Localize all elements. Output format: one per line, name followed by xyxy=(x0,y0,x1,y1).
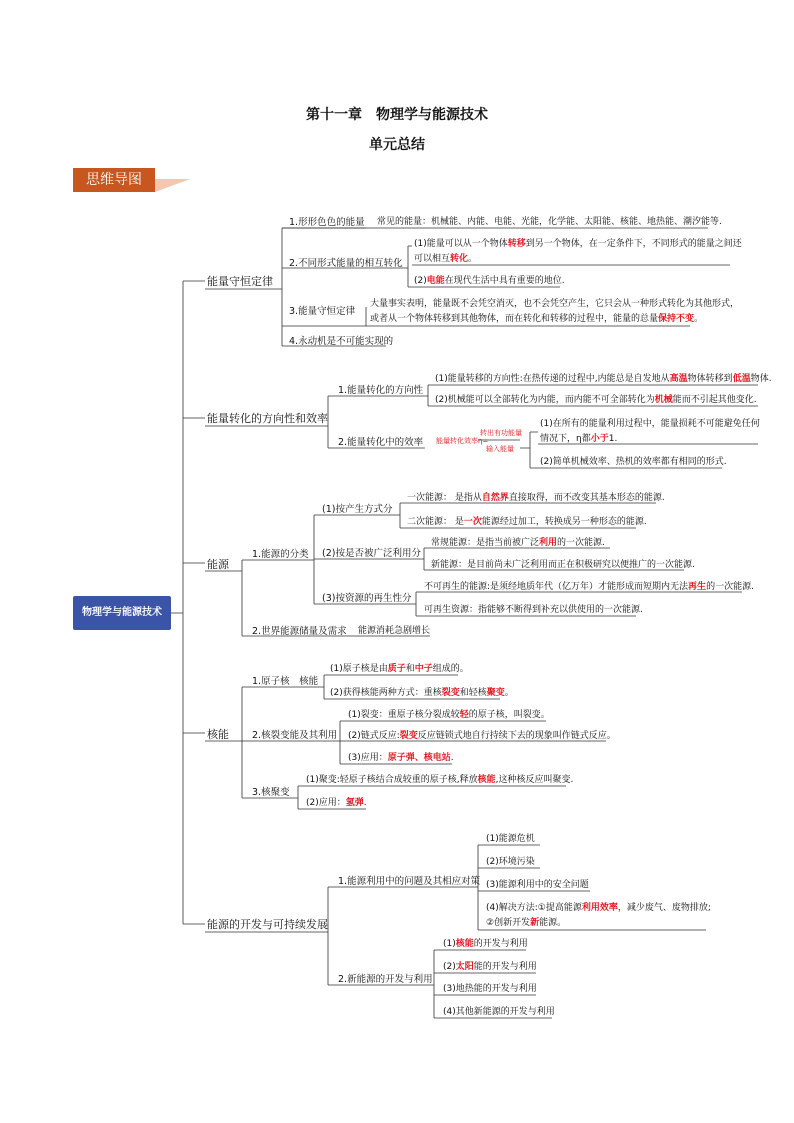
b3-g1-b: 二次能源： 是一次能源经过加工，转换成另一种形态的能源. xyxy=(407,517,647,527)
b3-s2-label: 2.世界能源储量及需求 xyxy=(252,626,347,637)
b4-s2-t2: (2)链式反应:裂变反应链锁式地自行持续下去的现象叫作链式反应。 xyxy=(348,731,616,741)
b4-s1-t2: (2)获得核能两种方式：重核裂变和轻核聚变。 xyxy=(330,688,514,698)
b5-s2-t2: (2)太阳能的开发与利用 xyxy=(443,962,537,972)
b5-s2-t3: (3)地热能的开发与利用 xyxy=(443,984,537,994)
b4-s2-label: 2.核裂变能及其利用 xyxy=(252,730,338,741)
b4-s2-t1: (1)裂变：重原子核分裂成较轻的原子核，叫裂变。 xyxy=(348,710,550,720)
b1-s3-l1: 大量事实表明，能量既不会凭空消灭，也不会凭空产生，它只会从一种形式转化为其他形式， xyxy=(370,299,740,309)
b2-s1-t1: (1)能量转移的方向性:在热传递的过程中,内能总是自发地从高温物体转移到低温物体. xyxy=(435,374,772,384)
b2-s2-t2: (2)简单机械效率、热机的效率都有相同的形式. xyxy=(540,457,727,467)
b3-g2-label: (2)按是否被广泛利用分 xyxy=(322,548,421,559)
b4-s1-label: 1.原子核 核能 xyxy=(252,676,319,687)
branch-direction-efficiency: 能量转化的方向性和效率 xyxy=(207,412,328,425)
b2-s1-label: 1.能量转化的方向性 xyxy=(338,385,424,396)
b1-s2-t1b: 可以相互转化。 xyxy=(414,254,478,264)
b3-g3-label: (3)按资源的再生性分 xyxy=(322,593,412,604)
b1-s3-label: 3.能量守恒定律 xyxy=(289,306,356,317)
b3-g1-a: 一次能源： 是指从自然界直接取得，而不改变其基本形态的能源. xyxy=(407,493,665,503)
b5-s1-t2: (2)环境污染 xyxy=(486,857,535,867)
root-node: 物理学与能源技术 xyxy=(73,596,171,630)
b4-s1-t1: (1)原子核是由质子和中子组成的。 xyxy=(330,664,469,674)
chapter-title: 第十一章 物理学与能源技术 xyxy=(306,107,488,123)
b4-s3-t2: (2)应用：氢弹. xyxy=(306,798,367,808)
b5-s1-t4: (4)解决方法:①提高能源利用效率，减少废气、废物排放; xyxy=(486,903,711,913)
b5-s2-label: 2.新能源的开发与利用 xyxy=(338,974,433,985)
b2-s2-t1b: 情况下，η都小于1. xyxy=(540,434,618,444)
b1-s2-t1: (1)能量可以从一个物体转移到另一个物体，在一定条件下，不同形式的能量之间还 xyxy=(414,239,742,249)
branch-nuclear: 核能 xyxy=(207,728,229,741)
b5-s1-label: 1.能源利用中的问题及其相应对策 xyxy=(338,876,481,887)
b4-s3-label: 3.核聚变 xyxy=(252,787,290,798)
b4-s3-t1: (1)聚变:轻原子核结合成较重的原子核,释放核能,这种核反应叫聚变. xyxy=(306,775,574,785)
b4-s2-t3: (3)应用：原子弹、核电站. xyxy=(348,753,454,763)
b3-g3-a: 不可再生的能源:是须经地质年代（亿万年）才能形成而短期内无法再生的一次能源. xyxy=(424,582,754,592)
b5-s1-t1: (1)能源危机 xyxy=(486,834,535,844)
b2-s2-label: 2.能量转化中的效率 xyxy=(338,437,424,448)
b2-s1-t2: (2)机械能可以全部转化为内能，而内能不可全部转化为机械能而不引起其他变化. xyxy=(435,395,757,405)
b3-s2-text: 能源消耗急剧增长 xyxy=(358,626,431,636)
efficiency-formula-denominator: 输入能量 xyxy=(486,445,514,453)
b1-s4-label: 4.永动机是不可能实现的 xyxy=(289,336,394,347)
b1-s1-label: 1.形形色色的能量 xyxy=(289,217,365,228)
b2-s2-t1: (1)在所有的能量利用过程中，能量损耗不可能避免任何 xyxy=(540,419,760,429)
tag-tail-shape xyxy=(155,179,190,192)
b5-s1-t3: (3)能源利用中的安全问题 xyxy=(486,880,589,890)
branch-energy-conservation: 能量守恒定律 xyxy=(207,275,273,288)
b3-s1-label: 1.能源的分类 xyxy=(252,549,309,560)
branch-energy-sources: 能源 xyxy=(207,558,229,571)
b1-s3-l2: 或者从一个物体转移到其他物体，而在转化和转移的过程中，能量的总量保持不变。 xyxy=(370,314,704,324)
b3-g2-b: 新能源：是目前尚未广泛利用而正在积极研究以便推广的一次能源. xyxy=(431,560,695,570)
b3-g3-b: 可再生资源：指能够不断得到补充以供使用的一次能源. xyxy=(424,605,643,615)
b5-s2-t1: (1)核能的开发与利用 xyxy=(443,939,528,949)
efficiency-formula-numerator: 转出有功能量 xyxy=(480,429,522,437)
b3-g1-label: (1)按产生方式分 xyxy=(322,504,393,515)
b5-s1-t4b: ②创新开发新能源。 xyxy=(486,918,567,928)
branch-sustainable-development: 能源的开发与可持续发展 xyxy=(207,918,328,931)
efficiency-formula-lhs: 能量转化效率η= xyxy=(436,437,489,445)
b1-s1-text: 常见的能量：机械能、内能、电能、光能，化学能、太阳能、核能、地热能、潮汐能等. xyxy=(377,217,722,227)
mind-map-tag: 思维导图 xyxy=(73,168,155,192)
b3-g2-a: 常规能源：是指当前被广泛利用的一次能源. xyxy=(431,538,605,548)
b5-s2-t4: (4)其他新能源的开发与利用 xyxy=(443,1007,555,1017)
page-subtitle: 单元总结 xyxy=(369,137,425,153)
b1-s2-t2: (2)电能在现代生活中具有重要的地位. xyxy=(414,276,565,286)
b1-s2-label: 2.不同形式能量的相互转化 xyxy=(289,258,403,269)
